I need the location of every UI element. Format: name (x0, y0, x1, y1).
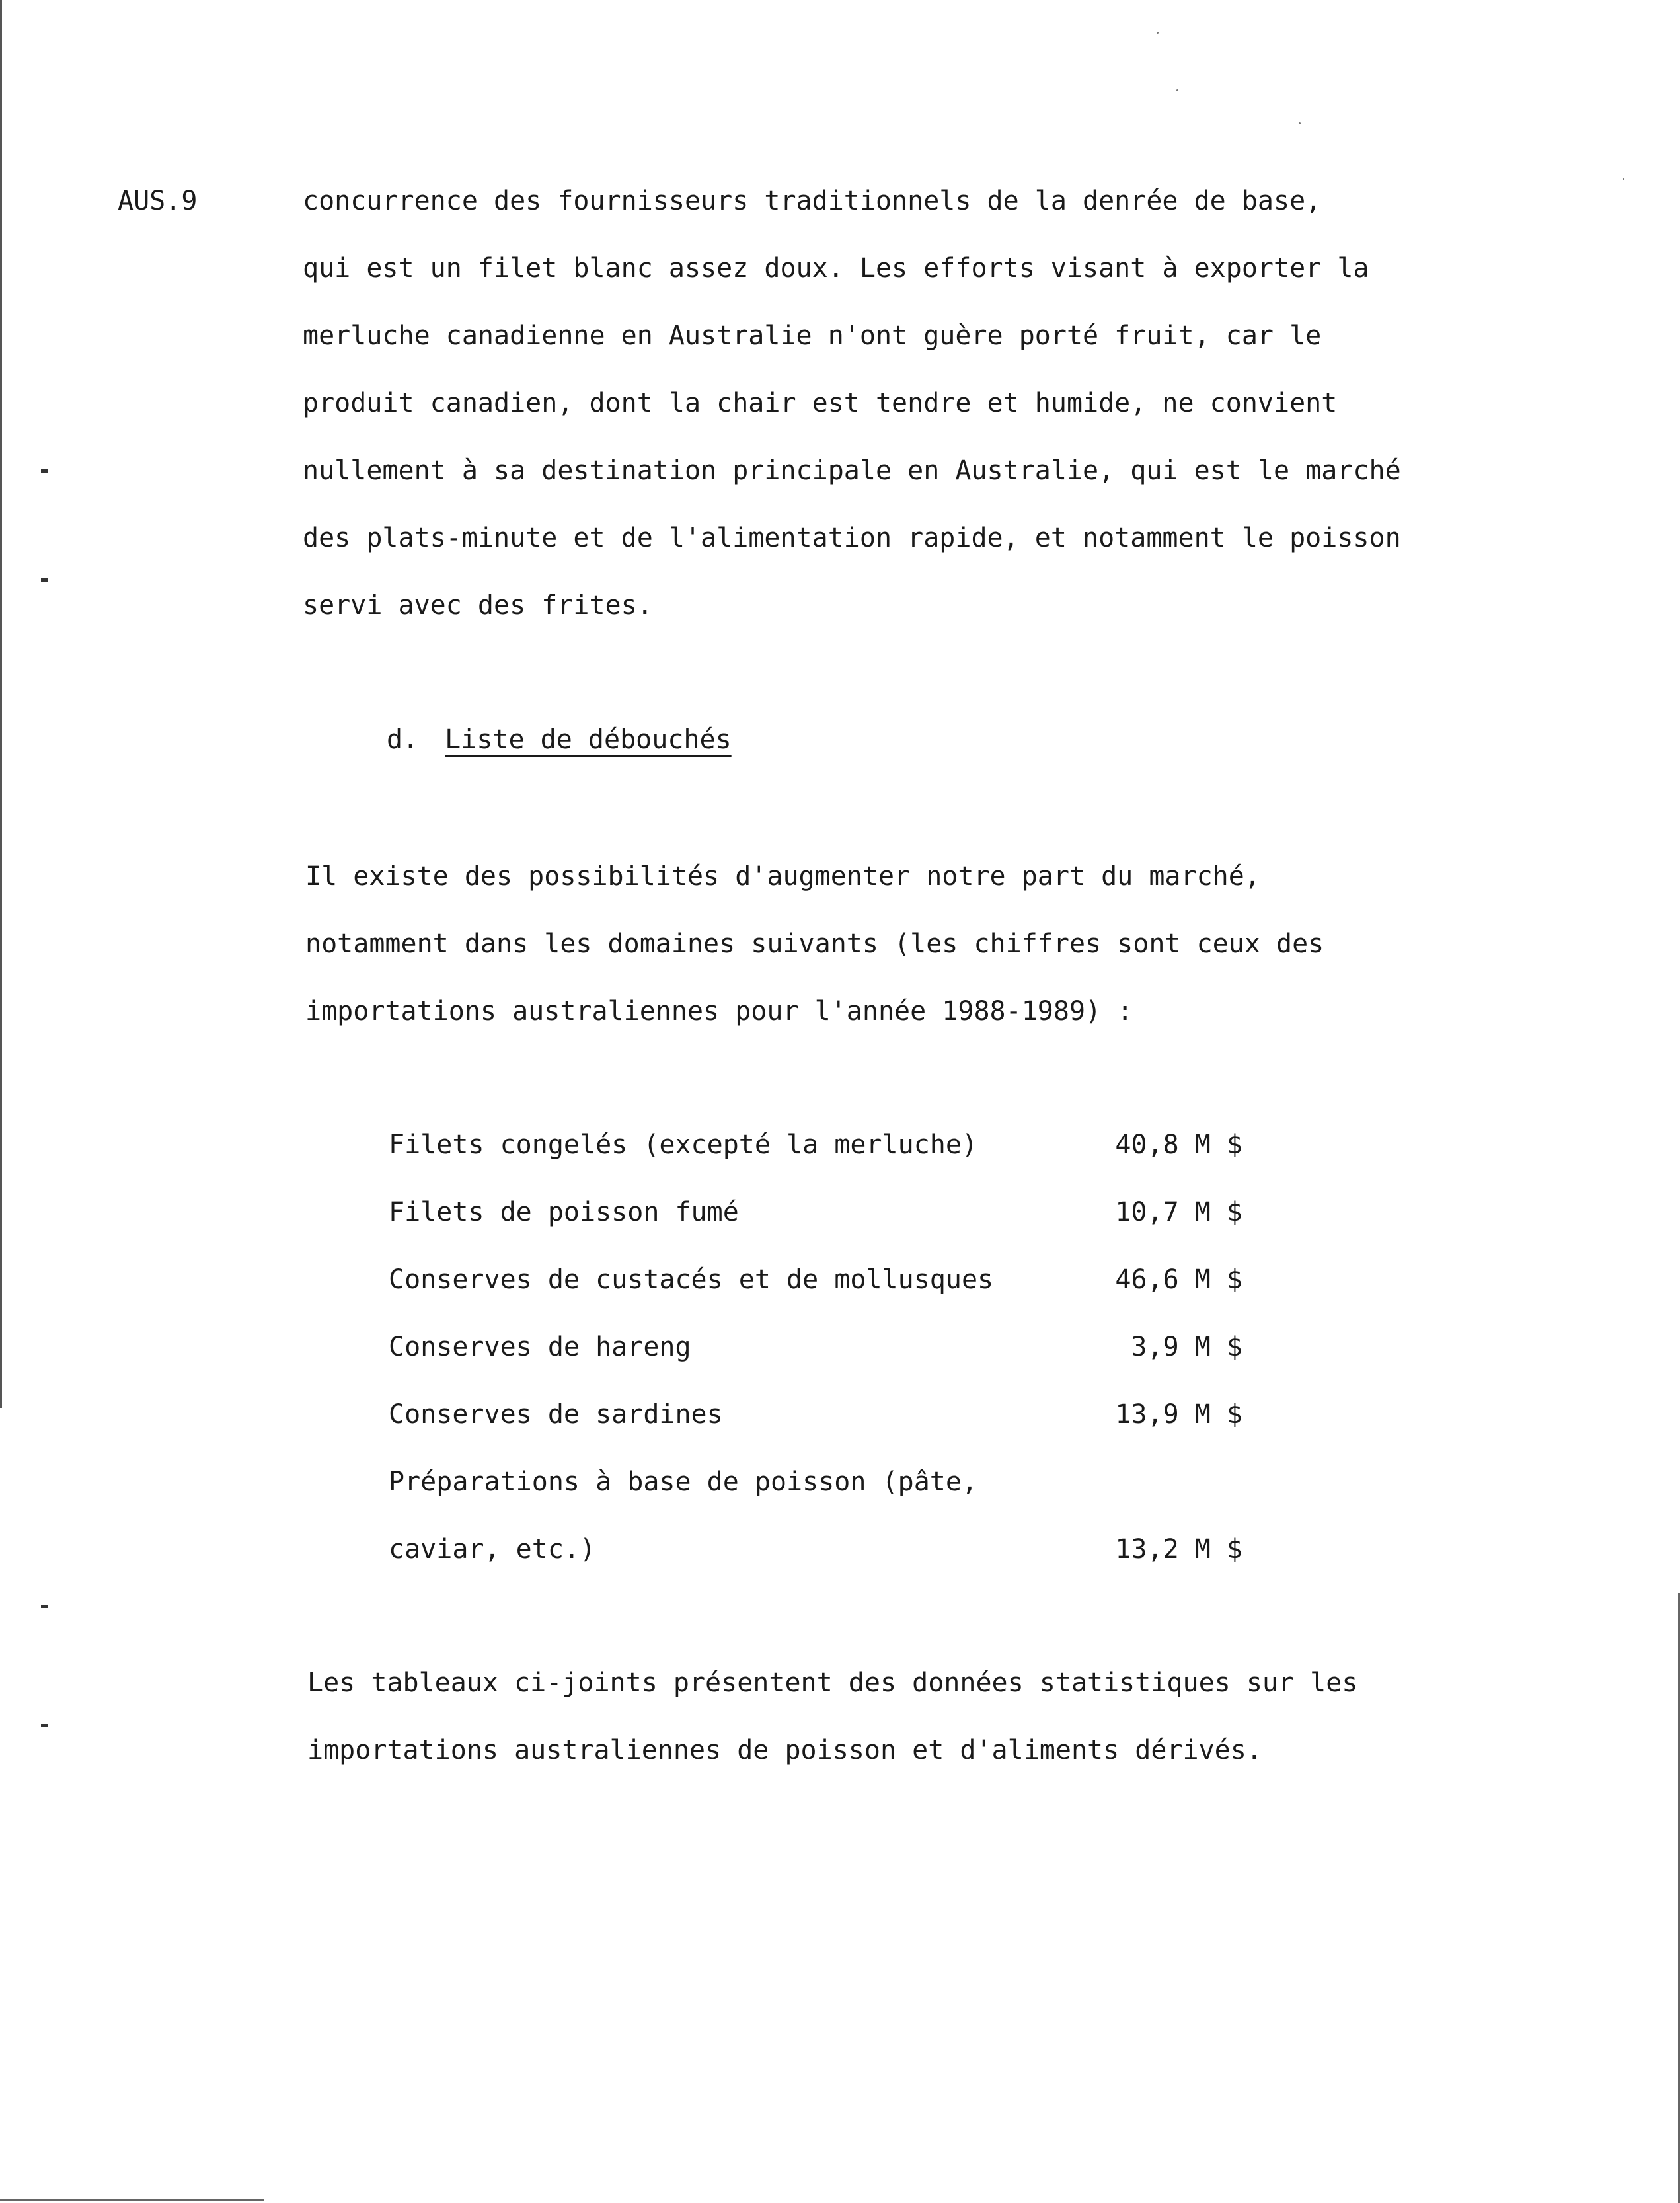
text-line: Les tableaux ci-joints présentent des données statistiques sur les (307, 1668, 1358, 1698)
table-row-label: Filets congelés (excepté la merluche) (389, 1130, 978, 1160)
section-title: Liste de débouchés (445, 724, 732, 755)
page-reference: AUS.9 (118, 186, 198, 216)
section-heading (387, 724, 732, 755)
table-row-value: 13,2 M $ (1115, 1534, 1242, 1565)
text-line: merluche canadienne en Australie n'ont guère porté fruit, car le (303, 321, 1322, 351)
text-line: concurrence des fournisseurs traditionnels de la denrée de base, (303, 186, 1322, 216)
table-row-value: 3,9 M $ (1131, 1332, 1242, 1362)
table-row-value: 10,7 M $ (1115, 1197, 1242, 1227)
table-row-label: Conserves de hareng (389, 1332, 691, 1362)
margin-mark (41, 1605, 48, 1608)
text-line: qui est un filet blanc assez doux. Les efforts visant à exporter la (303, 253, 1369, 284)
scan-speck (1176, 89, 1178, 91)
scan-speck (1157, 32, 1159, 34)
section-letter: d. (387, 724, 419, 755)
margin-mark (41, 578, 48, 582)
text-line: notamment dans les domaines suivants (les chiffres sont ceux des (305, 929, 1324, 959)
table-row-label: Conserves de sardines (389, 1399, 723, 1430)
scan-speck (1623, 178, 1624, 180)
text-line: importations australiennes de poisson et d'aliments dérivés. (307, 1735, 1262, 1765)
text-line: Il existe des possibilités d'augmenter notre part du marché, (305, 861, 1260, 892)
table-row-label: Conserves de custacés et de mollusques (389, 1264, 994, 1295)
page-bottom-edge (0, 2199, 264, 2201)
table-row-value: 40,8 M $ (1115, 1130, 1242, 1160)
text-line: servi avec des frites. (303, 590, 653, 621)
table-row-label: Préparations à base de poisson (pâte, (389, 1467, 978, 1497)
scan-speck (1299, 122, 1301, 124)
table-row-label: caviar, etc.) (389, 1534, 596, 1565)
page-left-edge (0, 0, 2, 1408)
text-line: produit canadien, dont la chair est tendre et humide, ne convient (303, 388, 1338, 418)
table-row-value: 13,9 M $ (1115, 1399, 1242, 1430)
text-line: des plats-minute et de l'alimentation rapide, et notamment le poisson (303, 523, 1401, 553)
table-row-label: Filets de poisson fumé (389, 1197, 739, 1227)
table-row-value: 46,6 M $ (1115, 1264, 1242, 1295)
text-line: importations australiennes pour l'année 1988-1989) : (305, 996, 1133, 1026)
text-line: nullement à sa destination principale en Australie, qui est le marché (303, 455, 1401, 486)
margin-mark (41, 1724, 48, 1727)
margin-mark (41, 469, 48, 473)
